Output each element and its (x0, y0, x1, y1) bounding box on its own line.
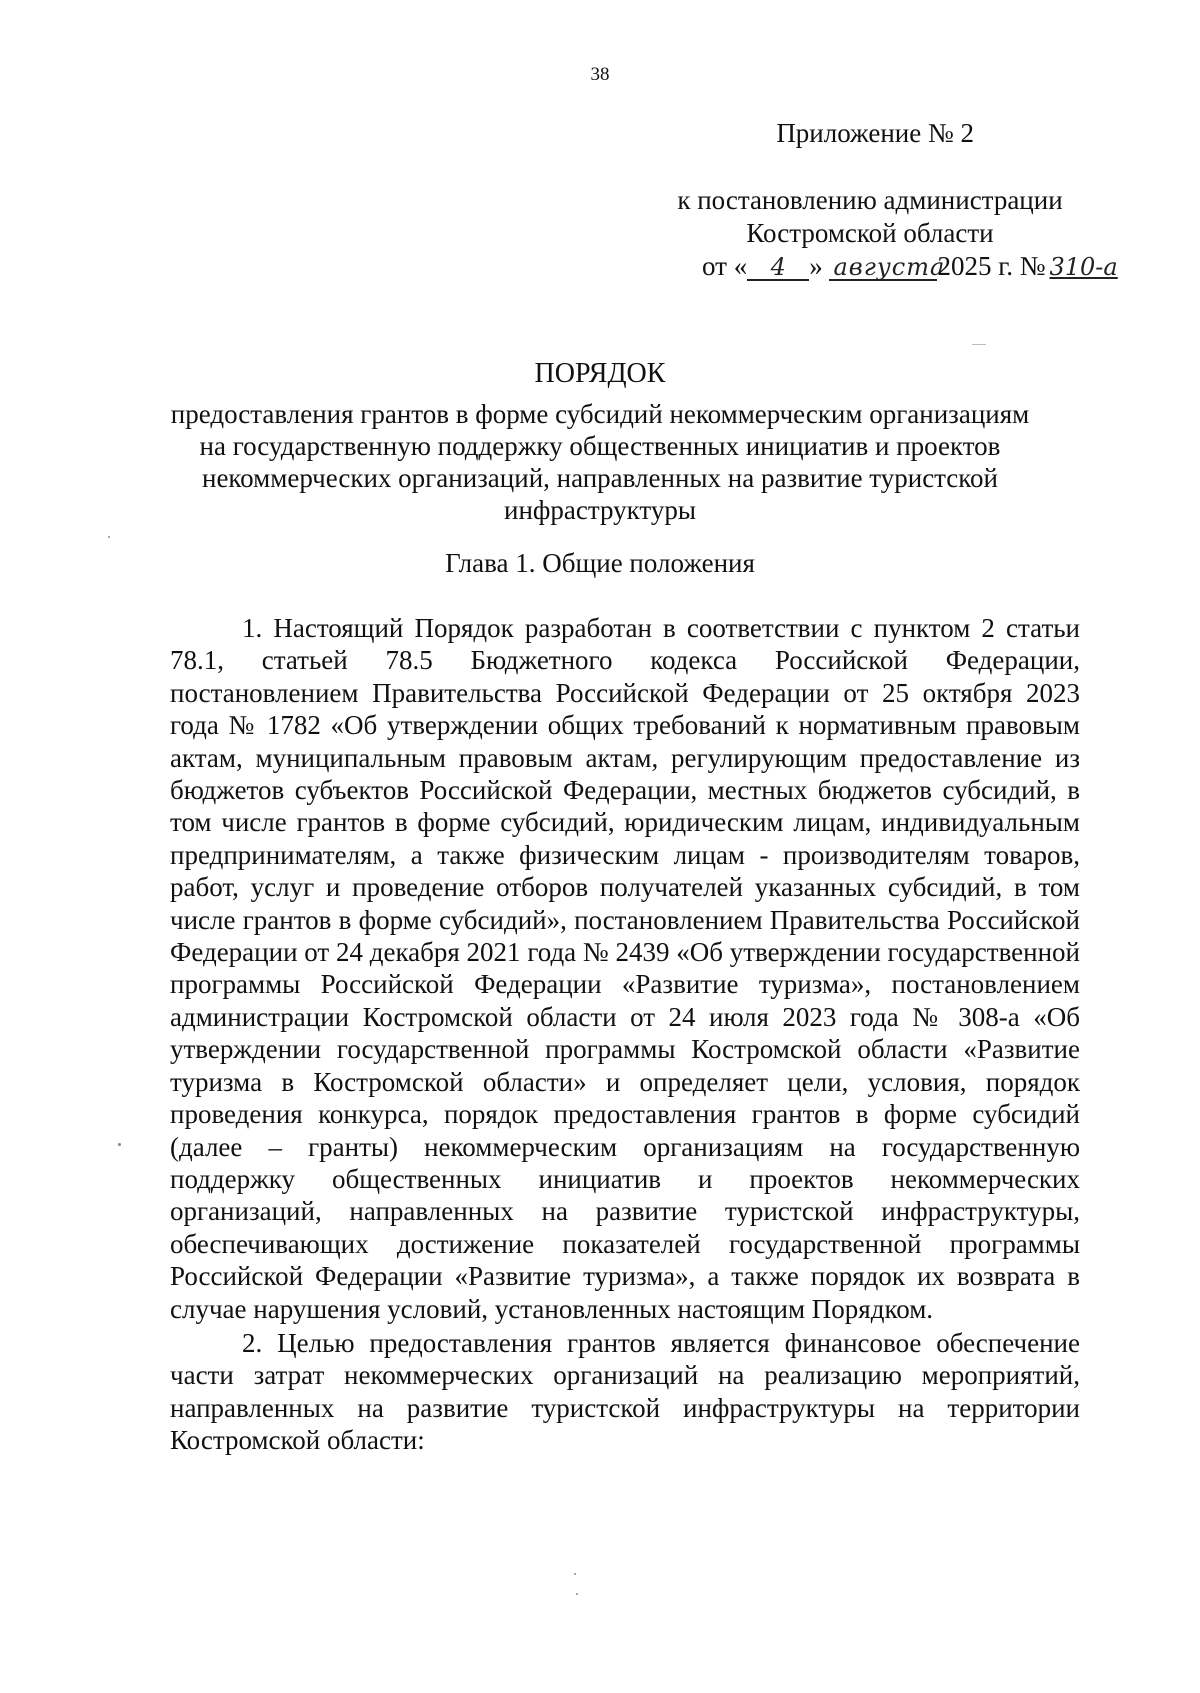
scan-speck (972, 344, 986, 345)
scan-speck (108, 536, 110, 538)
chapter-heading: Глава 1. Общие положения (445, 548, 755, 578)
handwritten-number: 310-а (1049, 253, 1118, 281)
scan-speck (576, 1593, 578, 1595)
paragraph-1: 1. Настоящий Порядок разработан в соответствии с пунктом 2 статьи 78.1, статьей 78.5 Бюджетного кодекса Российской Федерации, постановлением Правительства Российской Федерации от 25 октября 2023 года № 1782 «Об утверждении общих требований к нормативным правовым актам, муниципальным правовым актам, регулирующим предоставление из бюджетов субъектов Российской Федерации, местных бюджетов субсидий, в том числе грантов в форме субсидий, юридическим лицам, индивидуальным предпринимателям, а также физическим лицам - производителям товаров, работ, услуг и проведение отборов получателей указанных субсидий, в том числе грантов в форме субсидий», постановлением Правительства Российской Федерации от 24 декабря 2021 года № 2439 «Об утверждении государственной программы Российской Федерации «Развитие туризма», постановлением администрации Костромской области от 24 июля 2023 года № 308-а «Об утверждении государственной программы Костромской области «Развитие туризма в Костромской области» и определяет цели, условия, порядок проведения конкурса, порядок предоставления грантов в форме субсидий (далее – гранты) некоммерческим организациям на государственную поддержку общественных инициатив и проектов некоммерческих организаций, направленных на развитие туристской инфраструктуры, обеспечивающих достижение показателей государственной программы Российской Федерации «Развитие туризма», а также порядок их возврата в случае нарушения условий, установленных настоящим Порядком. (170, 613, 1080, 1324)
reference-date-prefix: от « (702, 251, 748, 281)
reference-block (670, 184, 1118, 283)
document-body (170, 612, 1080, 1457)
handwritten-day: 4 (747, 255, 809, 281)
document-subtitle: предоставления грантов в форме субсидий некоммерческим организациям на государственную поддержку общественных инициатив и проектов некоммерческих организаций, направленных на развитие туристской инфраструктуры (170, 399, 1030, 525)
document-title: ПОРЯДОК (534, 358, 666, 389)
appendix-label: Приложение № 2 (776, 118, 974, 148)
reference-line-1: к постановлению администрации (677, 185, 1063, 215)
reference-line-2: Костромской области (746, 218, 994, 248)
reference-date-mid: » (809, 251, 823, 281)
scan-speck (574, 1573, 576, 1575)
paragraph-2: 2. Целью предоставления грантов является финансовое обеспечение части затрат некоммерческих организаций на реализацию мероприятий, направленных на развитие туристской инфраструктуры на территории Костромской области: (170, 1327, 1080, 1456)
page-number: 38 (590, 64, 610, 85)
handwritten-month: августа (829, 255, 937, 281)
scan-speck (118, 1143, 121, 1146)
reference-year: 2025 г. № (937, 251, 1046, 281)
reference-date-line (702, 250, 1118, 283)
